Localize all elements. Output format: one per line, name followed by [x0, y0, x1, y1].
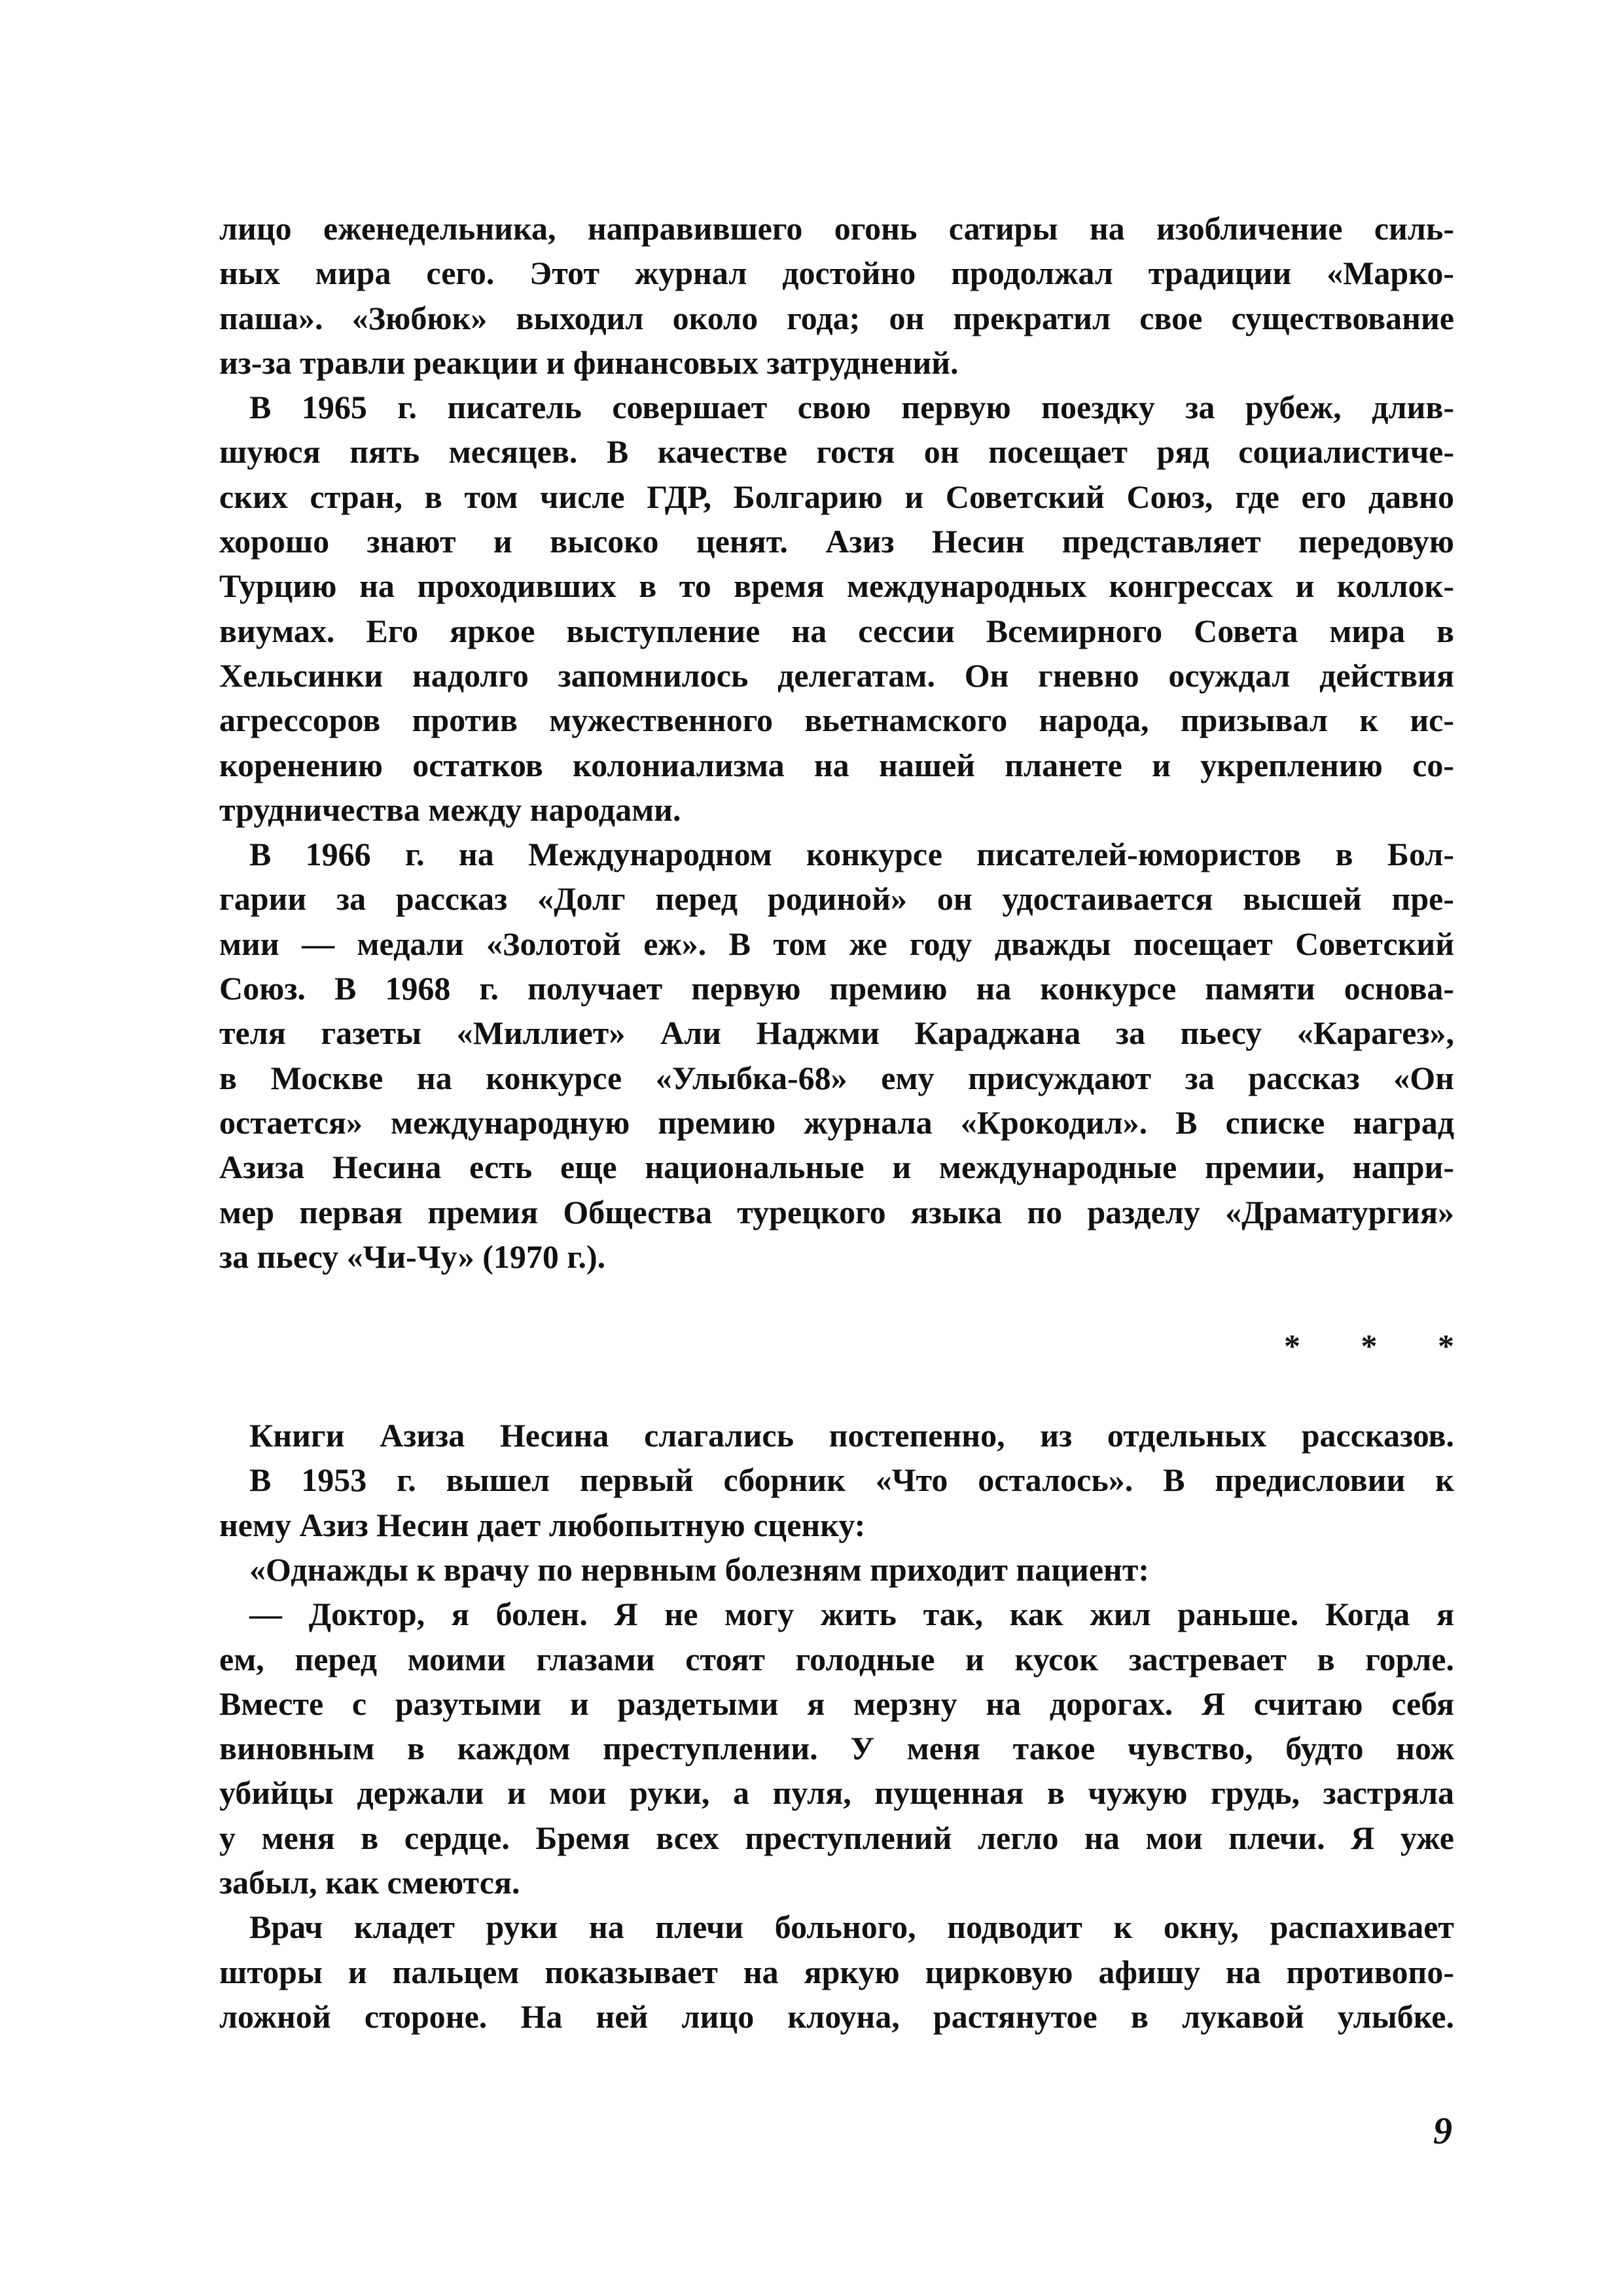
text-line: хорошо знают и высоко ценят. Азиз Несин представляет передовую — [219, 523, 1454, 560]
text-line: В 1966 г. на Международном конкурсе писателей-юмористов в Бол- — [249, 836, 1454, 873]
text-line: коренению остатков колониализма на нашей планете и укреплению со- — [219, 746, 1454, 783]
text-line: ных мира сего. Этот журнал достойно продолжал традиции «Марко- — [219, 255, 1454, 292]
text-line: ских стран, в том числе ГДР, Болгарию и Советский Союз, где его давно — [219, 478, 1454, 515]
paragraph — [219, 832, 1454, 1279]
text-line: «Однажды к врачу по нервным болезням приходит пациент: — [249, 1551, 1150, 1588]
text-line: агрессоров против мужественного вьетнамского народа, призывал к ис- — [219, 702, 1454, 739]
paragraph — [219, 206, 1454, 385]
text-line: виумах. Его яркое выступление на сессии Всемирного Совета мира в — [219, 612, 1454, 649]
text-line: ем, перед моими глазами стоят голодные и кусок застревает в горле. — [219, 1640, 1454, 1677]
text-line: Хельсинки надолго запомнилось делегатам. Он гневно осуждал действия — [219, 656, 1454, 694]
text-line: мер первая премия Общества турецкого языка по разделу «Драматургия» — [219, 1193, 1454, 1230]
blank-line — [219, 1369, 1454, 1413]
paragraph — [219, 385, 1454, 832]
text-line: ложной стороне. На ней лицо клоуна, растянутое в лукавой улыбке. — [219, 1998, 1454, 2035]
page-number: 9 — [1433, 2109, 1452, 2152]
text-line: Врач кладет руки на плечи больного, подводит к окну, распахивает — [249, 1909, 1454, 1946]
text-line: шуюся пять месяцев. В качестве гостя он посещает ряд социалистиче- — [219, 433, 1454, 471]
text-line: из-за травли реакции и финансовых затруднений. — [219, 344, 959, 381]
text-line: теля газеты «Миллиет» Али Наджми Караджана за пьесу «Карагез», — [219, 1014, 1454, 1052]
text-line: — Доктор, я болен. Я не могу жить так, как жил раньше. Когда я — [249, 1596, 1454, 1633]
text-line: трудничества между народами. — [219, 791, 681, 828]
text-line: Вместе с разутыми и раздетыми я мерзну на дорогах. Я считаю себя — [219, 1685, 1454, 1722]
section-separator: * * * — [1284, 1327, 1480, 1365]
text-line: Книги Азиза Несина слагались постепенно, из отдельных рассказов. — [249, 1417, 1454, 1454]
text-line: В 1965 г. писатель совершает свою первую поездку за рубеж, длив- — [249, 389, 1454, 426]
text-line: у меня в сердце. Бремя всех преступлений легло на мои плечи. Я уже — [219, 1819, 1454, 1856]
text-line: забыл, как смеются. — [219, 1863, 520, 1901]
text-line: паша». «Зюбюк» выходил около года; он прекратил свое существование — [219, 299, 1454, 336]
text-line: лицо еженедельника, направившего огонь сатиры на изобличение силь- — [219, 210, 1454, 247]
paragraph — [219, 1592, 1454, 1905]
text-line: за пьесу «Чи-Чу» (1970 г.). — [219, 1238, 606, 1275]
book-page-body — [219, 206, 1480, 2039]
text-line: в Москве на конкурсе «Улыбка-68» ему присуждают за рассказ «Он — [219, 1059, 1454, 1096]
text-line: остается» международную премию журнала «Крокодил». В списке наград — [219, 1103, 1454, 1141]
text-line: Союз. В 1968 г. получает первую премию на конкурсе памяти основа- — [219, 970, 1454, 1007]
text-line: шторы и пальцем показывает на яркую цирковую афишу на противопо- — [219, 1953, 1454, 1990]
paragraph — [219, 1547, 1454, 1592]
text-line: убийцы держали и мои руки, а пуля, пущенная в чужую грудь, застряла — [219, 1774, 1454, 1812]
text-line: нему Азиз Несин дает любопытную сценку: — [219, 1506, 866, 1543]
paragraph — [219, 1905, 1454, 2039]
text-line: Турцию на проходивших в то время международных конгрессах и коллок- — [219, 567, 1454, 605]
text-line: виновным в каждом преступлении. У меня такое чувство, будто нож — [219, 1730, 1454, 1767]
blank-line — [219, 1279, 1454, 1323]
text-line: Азиза Несина есть еще национальные и международные премии, напри- — [219, 1149, 1454, 1186]
text-line: гарии за рассказ «Долг перед родиной» он удостаивается высшей пре- — [219, 880, 1454, 918]
paragraph — [219, 1413, 1454, 1458]
paragraph — [219, 1458, 1454, 1547]
text-line: В 1953 г. вышел первый сборник «Что осталось». В предисловии к — [249, 1462, 1454, 1499]
text-line: мии — медали «Золотой еж». В том же году дважды посещает Советский — [219, 925, 1454, 962]
